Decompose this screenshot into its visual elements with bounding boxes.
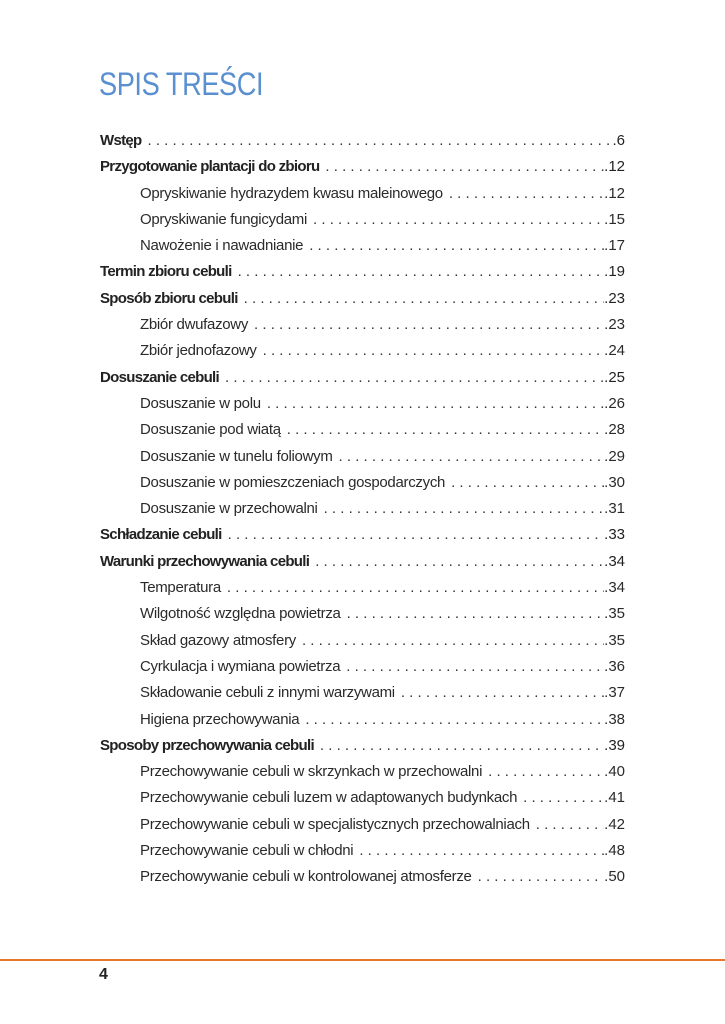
toc-entry-page: . 35 (604, 601, 625, 627)
toc-dot-leader (347, 601, 605, 627)
toc-entry-label: Wstęp (100, 132, 142, 149)
toc-chapter-entry (100, 128, 625, 154)
toc-section-entry (100, 496, 625, 522)
footer-rule (0, 959, 725, 961)
toc-dot-leader (313, 207, 604, 233)
toc-entry-label: Składowanie cebuli z innymi warzywami (140, 684, 395, 702)
toc-entry-label: Wilgotność względna powietrza (140, 605, 341, 623)
toc-entry-label: Termin zbioru cebuli (100, 263, 232, 281)
toc-entry-label: Higiena przechowywania (140, 710, 300, 728)
toc-chapter-entry (100, 733, 625, 759)
toc-dot-leader (346, 654, 604, 680)
toc-entry-label: Skład gazowy atmosfery (140, 631, 296, 649)
toc-chapter-entry (100, 286, 625, 312)
toc-entry-page: . 15 (604, 207, 625, 233)
toc-dot-leader (359, 838, 604, 864)
toc-section-entry (100, 233, 625, 259)
toc-dot-leader (227, 575, 604, 601)
toc-entry-page: . 12 (604, 154, 625, 180)
toc-dot-leader (478, 864, 605, 890)
toc-entry-page: . 23 (604, 286, 625, 312)
toc-entry-page: . 12 (604, 181, 625, 207)
toc-entry-page: . 17 (604, 233, 625, 259)
toc-entry-page: . 24 (604, 338, 625, 364)
toc-entry-page: . 28 (604, 417, 625, 443)
toc-dot-leader (451, 470, 604, 496)
toc-entry-page: . 31 (604, 496, 625, 522)
toc-chapter-entry (100, 522, 625, 548)
toc-entry-label: Przechowywanie cebuli w kontrolowanej atmosferze (140, 868, 472, 886)
toc-section-entry (100, 654, 625, 680)
toc-entry-label: Opryskiwanie fungicydami (140, 210, 308, 228)
toc-section-entry (100, 575, 625, 601)
page-number: 4 (99, 966, 108, 983)
toc-entry-page: . 41 (604, 785, 625, 811)
page-title: SPIS TREŚCI (99, 66, 264, 102)
toc-section-entry (100, 680, 625, 706)
toc-section-entry (100, 181, 625, 207)
toc-section-entry (100, 838, 625, 864)
toc-section-entry (100, 785, 625, 811)
toc-entry-label: Przechowywanie cebuli w skrzynkach w przechowalni (140, 763, 483, 781)
toc-section-entry (100, 338, 625, 364)
toc-entry-page: . 38 (604, 707, 625, 733)
toc-entry-label: Sposób zbioru cebuli (100, 289, 238, 307)
toc-entry-label: Cyrkulacja i wymiana powietrza (140, 657, 341, 675)
toc-dot-leader (244, 286, 604, 312)
toc-entry-label: Dosuszanie w pomieszczeniach gospodarczych (140, 473, 446, 491)
toc-dot-leader (449, 181, 604, 207)
toc-entry-page: . 25 (604, 365, 625, 391)
toc-entry-page: . 37 (604, 680, 625, 706)
toc-entry-page: . 29 (604, 444, 625, 470)
toc-dot-leader (254, 312, 604, 338)
toc-section-entry (100, 312, 625, 338)
toc-section-entry (100, 707, 625, 733)
toc-dot-leader (320, 733, 604, 759)
toc-entry-page: . 35 (604, 628, 625, 654)
toc-section-entry (100, 391, 625, 417)
toc-section-entry (100, 207, 625, 233)
toc-dot-leader (401, 680, 604, 706)
toc-chapter-entry (100, 549, 625, 575)
toc-entry-label: Dosuszanie w tunelu foliowym (140, 447, 333, 465)
toc-section-entry (100, 417, 625, 443)
toc-entry-page: . 33 (604, 522, 625, 548)
toc-section-entry (100, 444, 625, 470)
toc-dot-leader (302, 628, 604, 654)
toc-entry-label: Przygotowanie plantacji do zbioru (100, 158, 320, 176)
toc-dot-leader (267, 391, 604, 417)
toc-dot-leader (523, 785, 604, 811)
toc-entry-label: Schładzanie cebuli (100, 526, 222, 544)
toc-entry-label: Sposoby przechowywania cebuli (100, 736, 314, 754)
toc-section-entry (100, 864, 625, 890)
toc-entry-page: . 19 (604, 259, 625, 285)
toc-entry-page: . 36 (604, 654, 625, 680)
toc-entry-label: Zbiór jednofazowy (140, 342, 257, 360)
toc-chapter-entry (100, 259, 625, 285)
toc-entry-page: . 39 (604, 733, 625, 759)
toc-dot-leader (339, 444, 605, 470)
toc-entry-page: . 26 (604, 391, 625, 417)
toc-entry-label: Dosuszanie w przechowalni (140, 500, 318, 518)
toc-entry-label: Zbiór dwufazowy (140, 316, 249, 334)
toc-entry-label: Dosuszanie cebuli (100, 368, 219, 386)
toc-chapter-entry (100, 365, 625, 391)
toc-entry-page: . 34 (604, 575, 625, 601)
toc-chapter-entry (100, 154, 625, 180)
toc-entry-label: Dosuszanie w polu (140, 394, 261, 412)
toc-dot-leader (305, 707, 604, 733)
toc-entry-page: . 6 (612, 128, 625, 154)
toc-entry-label: Temperatura (140, 579, 221, 597)
toc-dot-leader (263, 338, 605, 364)
toc-entry-label: Dosuszanie pod wiatą (140, 421, 281, 439)
toc-entry-page: . 50 (604, 864, 625, 890)
toc-entry-label: Nawożenie i nawadnianie (140, 237, 304, 255)
toc-entry-label: Przechowywanie cebuli w chłodni (140, 842, 354, 860)
toc-dot-leader (228, 522, 605, 548)
toc-dot-leader (324, 496, 605, 522)
toc-dot-leader (148, 128, 613, 154)
toc-dot-leader (225, 365, 604, 391)
toc-section-entry (100, 601, 625, 627)
toc-section-entry (100, 759, 625, 785)
toc-section-entry (100, 812, 625, 838)
toc-entry-page: . 30 (604, 470, 625, 496)
toc-entry-page: . 42 (604, 812, 625, 838)
toc-entry-page: . 34 (604, 549, 625, 575)
toc-dot-leader (287, 417, 604, 443)
toc-entry-label: Przechowywanie cebuli w specjalistycznych przechowalniach (140, 815, 530, 833)
toc-dot-leader (325, 154, 604, 180)
toc-dot-leader (309, 233, 604, 259)
toc-dot-leader (315, 549, 604, 575)
toc-section-entry (100, 628, 625, 654)
toc-entry-label: Warunki przechowywania cebuli (100, 552, 310, 570)
toc-dot-leader (536, 812, 604, 838)
toc-entry-page: . 48 (604, 838, 625, 864)
table-of-contents (100, 128, 625, 891)
toc-dot-leader (238, 259, 605, 285)
toc-entry-label: Opryskiwanie hydrazydem kwasu maleinowego (140, 184, 443, 202)
toc-entry-page: . 40 (604, 759, 625, 785)
toc-dot-leader (488, 759, 604, 785)
toc-section-entry (100, 470, 625, 496)
toc-entry-label: Przechowywanie cebuli luzem w adaptowanych budynkach (140, 789, 518, 807)
toc-entry-page: . 23 (604, 312, 625, 338)
